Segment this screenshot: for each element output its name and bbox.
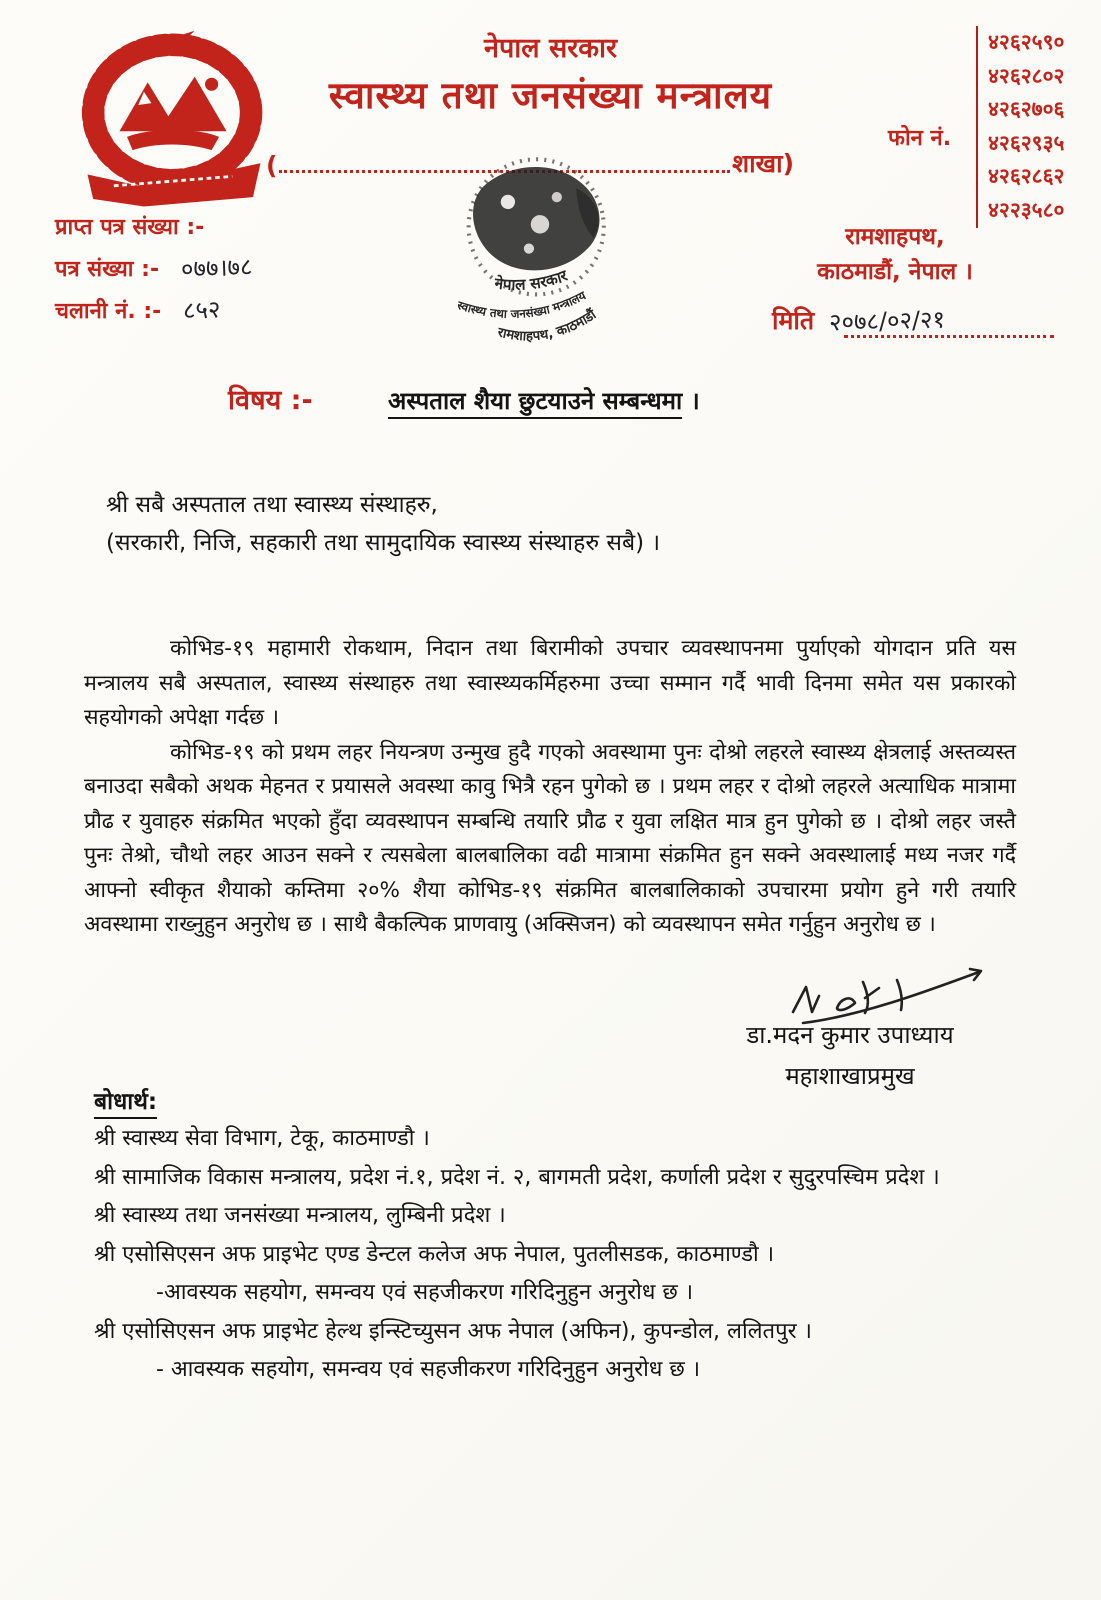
received-letter-no-label: प्राप्त पत्र संख्या :-	[55, 215, 205, 240]
letter-no-line	[55, 248, 252, 290]
reference-block	[55, 208, 252, 332]
body-paragraph-1: कोभिड-१९ महामारी रोकथाम, निदान तथा बिरामीको उपचार व्यवस्थापनमा पुर्याएको योगदान प्रति यस मन्त्रालय सबै अस्पताल, स्वास्थ्य संस्थाहरु तथा स्वास्थ्यकर्मिहरुमा उच्चा सम्मान गर्दै भावी दिनमा समेत यस प्रकारको सहयोगको अपेक्षा गर्दछ ।	[84, 636, 1016, 730]
ministry-name: स्वास्थ्य तथा जनसंख्या मन्त्रालय	[328, 74, 773, 117]
phone-number: ४२६२८०२	[988, 63, 1065, 88]
dispatch-no-label: चलानी नं. :-	[55, 299, 162, 324]
addressee-block	[106, 486, 660, 562]
letter-no-label: पत्र संख्या :-	[55, 257, 160, 282]
signatory-block	[690, 1018, 1010, 1092]
date-value: २०७८/०२/२१	[828, 305, 946, 337]
cc-item: श्री सामाजिक विकास मन्त्रालय, प्रदेश नं.१, प्रदेश नं. २, बागमती प्रदेश, कर्णाली प्रदेश र सुदुरपस्चिम प्रदेश ।	[94, 1164, 940, 1190]
phone-number: ४२६२७०६	[988, 97, 1065, 121]
phone-number: ४२६२९३५	[988, 130, 1065, 155]
subject-text: अस्पताल शैया छुटयाउने सम्बन्धमा	[388, 387, 682, 419]
ministry-address	[780, 220, 1010, 290]
letter-no-value: ०७७।७८	[180, 252, 253, 284]
phone-label: फोन नं.	[888, 126, 952, 151]
stamp-text-government: नेपाल सरकार	[493, 266, 570, 294]
addressee-line-1: श्री सबै अस्पताल तथा स्वास्थ्य संस्थाहरु,	[106, 492, 438, 518]
branch-label: शाखा)	[732, 149, 794, 178]
cc-item: श्री एसोसिएसन अफ प्राइभेट हेल्थ इन्स्टिच्युसन अफ नेपाल (अफिन), कुपन्डोल, ललितपुर ।	[94, 1318, 812, 1344]
cc-item: श्री स्वास्थ्य तथा जनसंख्या मन्त्रालय, लुम्बिनी प्रदेश ।	[94, 1203, 506, 1228]
phone-divider-rule	[976, 26, 978, 228]
phone-number: ४२२३५८०	[988, 197, 1065, 222]
address-city: काठमाडौं, नेपाल ।	[817, 259, 973, 285]
cc-item-note: -आवस्यक सहयोग, समन्वय एवं सहजीकरण गरिदिनुहुन अनुरोध छ ।	[156, 1280, 694, 1305]
branch-open-paren: (	[266, 151, 278, 180]
date-label: मिति	[772, 306, 815, 335]
dispatch-no-line	[55, 290, 252, 332]
subject-danda: ।	[682, 387, 700, 415]
address-street: रामशाहपथ,	[845, 224, 945, 250]
official-ink-seal-stamp	[418, 137, 676, 382]
subject-line	[388, 384, 700, 417]
date-dotted-rule	[844, 335, 1054, 338]
stamp-text-address: रामशाहपथ, काठमाडौं	[496, 307, 600, 345]
addressee-line-2: (सरकारी, निजि, सहकारी तथा सामुदायिक स्वास्थ्य संस्थाहरु सबै) ।	[106, 530, 661, 556]
letter-body	[84, 632, 1016, 943]
cc-label: बोधार्थ:	[94, 1084, 157, 1119]
signatory-title: महाशाखाप्रमुख	[785, 1062, 915, 1090]
dispatch-no-value: ८५२	[182, 295, 221, 325]
subject-label: विषय :-	[228, 385, 313, 416]
phone-number: ४२६२८६२	[988, 164, 1065, 188]
nepal-government-emblem-icon	[58, 26, 290, 214]
cc-item-note: - आवस्यक सहयोग, समन्वय एवं सहजीकरण गरिदिनुहुन अनुरोध छ ।	[156, 1357, 701, 1382]
cc-list	[94, 1120, 1034, 1390]
stamp-text-ministry: स्वास्थ्य तथा जनसंख्या मन्त्रालय	[455, 288, 589, 322]
cc-item: श्री एसोसिएसन अफ प्राइभेट एण्ड डेन्टल कलेज अफ नेपाल, पुतलीसडक, काठमाण्डौ ।	[94, 1241, 775, 1267]
cc-item: श्री स्वास्थ्य सेवा विभाग, टेकू, काठमाण्डौ ।	[94, 1126, 430, 1151]
date-row	[772, 303, 945, 337]
government-name: नेपाल सरकार	[483, 33, 618, 64]
body-paragraph-2: कोभिड-१९ को प्रथम लहर नियन्त्रण उन्मुख हुदै गएको अवस्थामा पुनः दोश्रो लहरले स्वास्थ्य क्षेत्रलाई अस्तव्यस्त बनाउदा सबैको अथक मेहनत र प्रयासले अवस्था कावु भित्रै रहन पुगेको छ । प्रथम लहर र दोश्रो लहरले अत्याधिक मात्रामा प्रौढ र युवाहरु संक्रमित भएको हुँदा व्यवस्थापन सम्बन्धि तयारि प्रौढ र युवा लक्षित मात्र हुन पुगेको छ । दोश्रो लहर जस्तै पुनः तेश्रो, चौथो लहर आउन सक्ने र त्यसबेला बालबालिका वढी मात्रामा संक्रमित हुन सक्ने अवस्थालाई मध्य नजर गर्दै आफ्नो स्वीकृत शैयाको कम्तिमा २०% शैया कोभिड-१९ संक्रमित बालबालिकाको उपचारमा प्रयोग हुने गरी तयारि अवस्थामा राख्नुहुन अनुरोध छ । साथै बैकल्पिक प्राणवायु (अक्सिजन) को व्यवस्थापन समेत गर्नुहुन अनुरोध छ ।	[84, 739, 1016, 937]
phone-number-list	[988, 26, 1064, 227]
phone-number: ४२६२५९०	[988, 30, 1065, 54]
signatory-name: डा.मदन कुमार उपाध्याय	[746, 1021, 954, 1049]
